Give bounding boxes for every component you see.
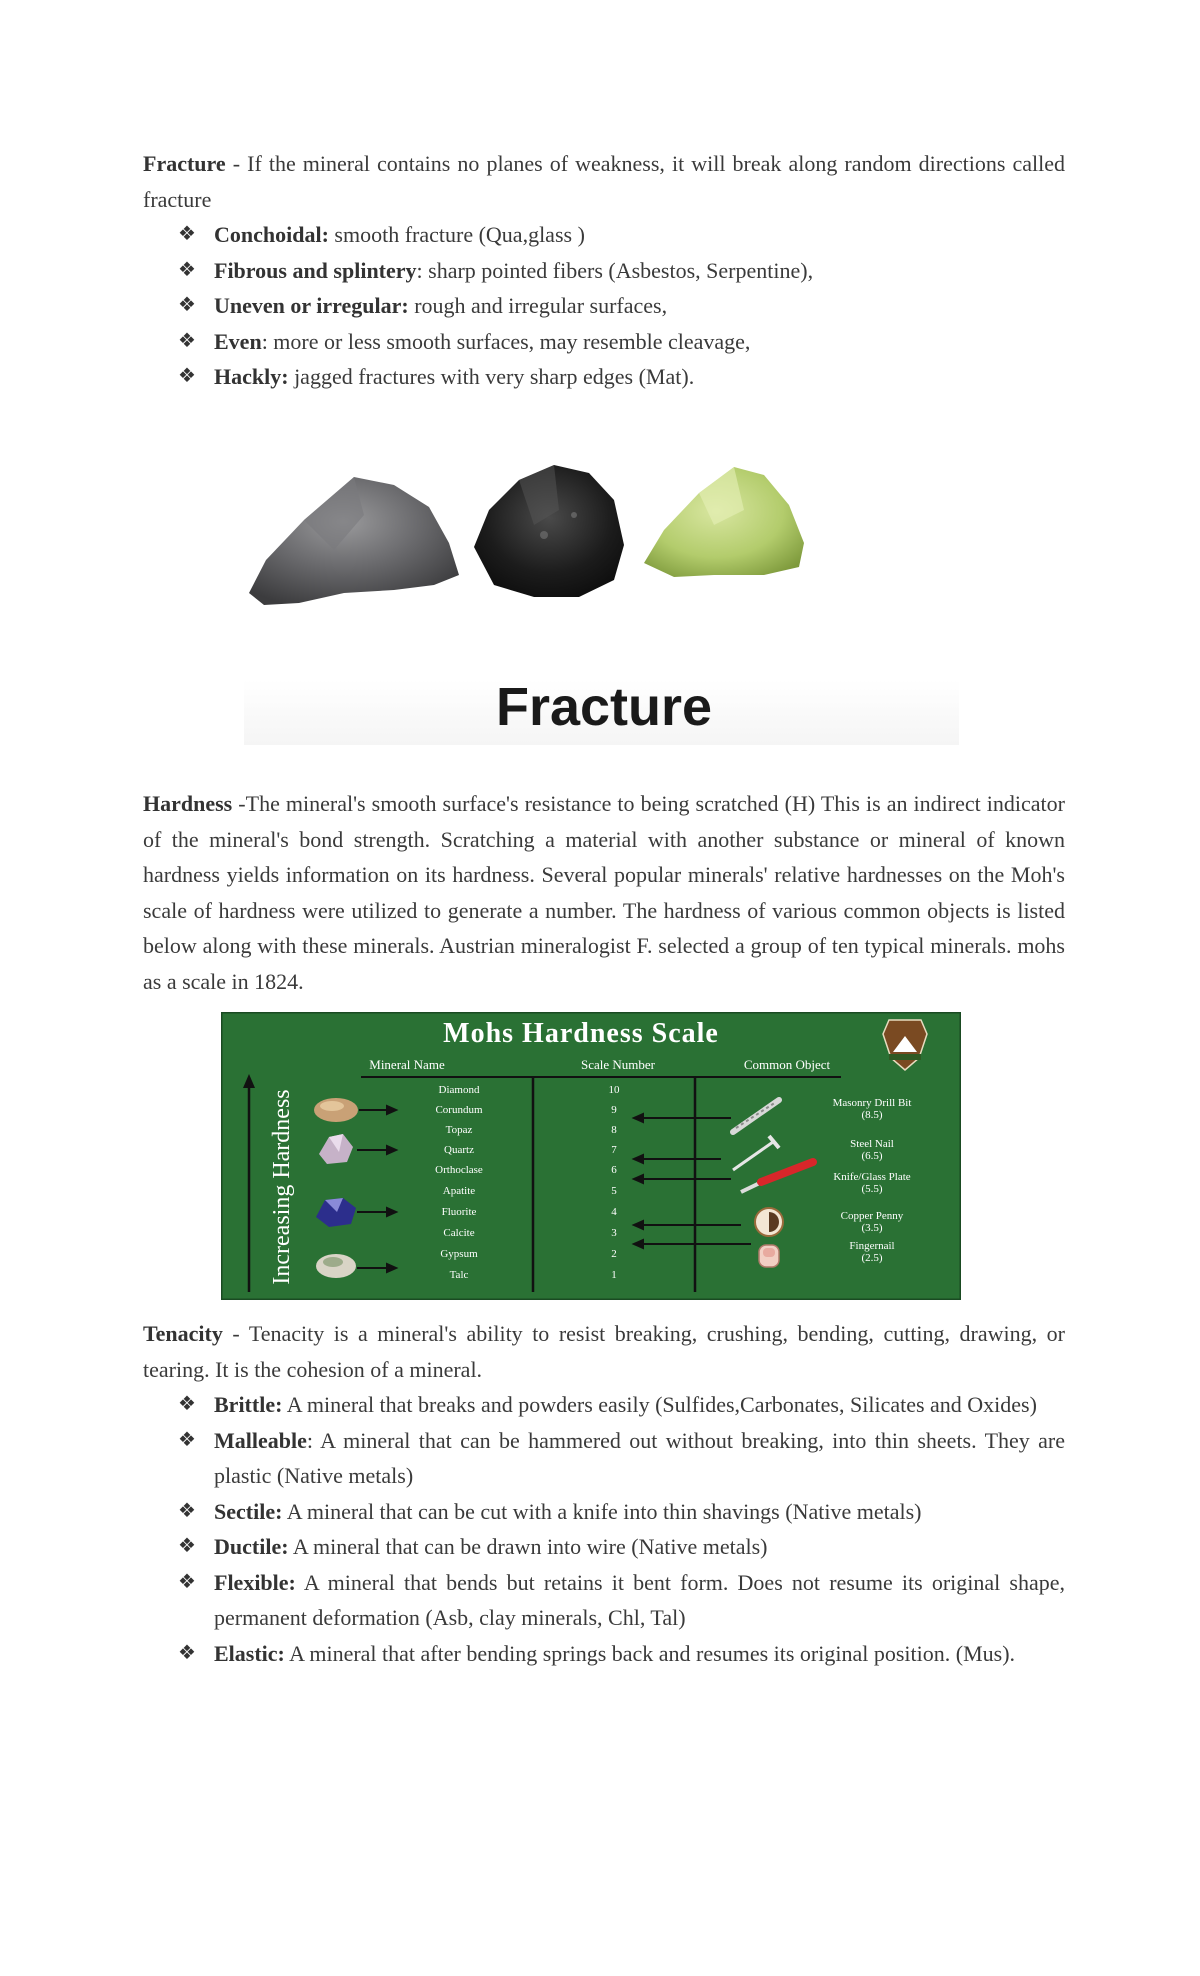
- chart-title: Mohs Hardness Scale: [443, 1018, 719, 1049]
- four-diamond-bullet-icon: ❖: [178, 1393, 196, 1415]
- scale-number: 4: [611, 1206, 617, 1218]
- bullet-term: Sectile:: [214, 1498, 283, 1524]
- black-rock: [474, 465, 624, 597]
- bullet-term: Uneven or irregular:: [214, 293, 409, 318]
- mineral-name: Fluorite: [441, 1206, 477, 1218]
- object-name: Knife/Glass Plate: [833, 1171, 911, 1183]
- penny-icon: [755, 1208, 783, 1236]
- object-value: (3.5): [861, 1222, 883, 1234]
- mineral-name: Talc: [449, 1269, 469, 1281]
- four-diamond-bullet-icon: ❖: [178, 1535, 196, 1557]
- four-diamond-bullet-icon: ❖: [178, 1641, 196, 1664]
- bullet-text: A mineral that breaks and powders easily (Sulfides,Carbonates, Silicates and Oxides): [282, 1392, 1037, 1417]
- tenacity-paragraph: [143, 1316, 1065, 1387]
- fracture-text: - If the mineral contains no planes of weakness, it will break along random directions called fracture: [143, 151, 1065, 212]
- mohs-hardness-chart: [221, 1012, 961, 1300]
- four-diamond-bullet-icon: ❖: [178, 329, 196, 352]
- bullet-text: : A mineral that can be hammered out without breaking, into thin sheets. They are plastic (Native metals): [214, 1427, 1065, 1488]
- bullet-term: Fibrous and splintery: [214, 257, 417, 283]
- bullet-text: smooth fracture (Qua,glass ): [328, 222, 585, 247]
- hardness-paragraph: [143, 786, 1065, 999]
- list-item: [178, 253, 1065, 289]
- object-value: (6.5): [861, 1150, 883, 1162]
- mineral-sample-corundum: [314, 1098, 358, 1122]
- mineral-name: Diamond: [438, 1084, 480, 1096]
- axis-label: Increasing Hardness: [269, 1089, 295, 1285]
- list-item: [178, 1565, 1065, 1636]
- tenacity-text: - Tenacity is a mineral's ability to resist breaking, crushing, bending, cutting, drawing, or tearing. It is the cohesion of a mineral.: [143, 1321, 1065, 1382]
- scale-number: 2: [611, 1248, 617, 1260]
- bullet-term: Brittle:: [214, 1392, 283, 1417]
- mineral-name: Orthoclase: [435, 1164, 483, 1176]
- column-header-mineral: Mineral Name: [369, 1057, 445, 1072]
- bullet-term: Elastic:: [214, 1640, 285, 1666]
- scale-number: 7: [611, 1144, 617, 1156]
- scale-number: 3: [611, 1227, 617, 1239]
- list-item: [178, 1423, 1065, 1494]
- list-item: [178, 1529, 1065, 1565]
- object-value: (2.5): [861, 1252, 883, 1264]
- four-diamond-bullet-icon: ❖: [178, 365, 196, 387]
- four-diamond-bullet-icon: ❖: [178, 223, 196, 245]
- four-diamond-bullet-icon: ❖: [178, 258, 196, 281]
- mineral-name: Calcite: [443, 1227, 475, 1239]
- list-item: [178, 1387, 1065, 1423]
- bullet-text: A mineral that after bending springs back and resumes its original position. (Mus).: [284, 1640, 1016, 1666]
- bullet-text: A mineral that can be drawn into wire (Native metals): [288, 1534, 768, 1559]
- list-item: [178, 359, 1065, 395]
- scale-number: 1: [611, 1269, 617, 1281]
- bullet-term: Even: [214, 328, 262, 354]
- four-diamond-bullet-icon: ❖: [178, 1428, 196, 1451]
- bullet-term: Malleable: [214, 1427, 307, 1453]
- fracture-caption: Fracture: [495, 677, 713, 737]
- four-diamond-bullet-icon: ❖: [178, 294, 196, 316]
- mineral-name: Apatite: [442, 1185, 476, 1197]
- gray-rock: [249, 477, 459, 605]
- bullet-text: A mineral that can be cut with a knife into thin shavings (Native metals): [282, 1498, 922, 1524]
- mineral-name: Gypsum: [440, 1248, 478, 1260]
- scale-number: 6: [611, 1164, 617, 1176]
- bullet-term: Conchoidal:: [214, 222, 329, 247]
- fracture-term: Fracture: [143, 151, 226, 176]
- object-value: (8.5): [861, 1109, 883, 1121]
- object-name: Steel Nail: [850, 1138, 894, 1150]
- bullet-term: Flexible:: [214, 1569, 296, 1595]
- mineral-name: Quartz: [444, 1144, 474, 1156]
- bullet-text: : sharp pointed fibers (Asbestos, Serpentine),: [416, 257, 814, 283]
- mineral-name: Topaz: [445, 1124, 473, 1136]
- list-item: [178, 1636, 1065, 1672]
- tenacity-term: Tenacity: [143, 1321, 223, 1346]
- bullet-text: jagged fractures with very sharp edges (Mat).: [288, 364, 695, 389]
- list-item: [178, 324, 1065, 360]
- scale-number: 5: [611, 1185, 617, 1197]
- bullet-text: rough and irregular surfaces,: [408, 293, 668, 318]
- object-value: (5.5): [861, 1183, 883, 1195]
- mineral-name: Corundum: [435, 1104, 483, 1116]
- column-header-object: Common Object: [743, 1057, 831, 1072]
- list-item: [178, 217, 1065, 253]
- object-name: Copper Penny: [840, 1210, 904, 1222]
- list-item: [178, 1494, 1065, 1530]
- mineral-sample-talc: [316, 1254, 356, 1278]
- bullet-text: A mineral that bends but retains it bent form. Does not resume its original shape, permanent deformation (Asb, clay minerals, Chl, Tal): [214, 1569, 1065, 1630]
- fingernail-icon: [759, 1245, 779, 1267]
- column-header-scale: Scale Number: [580, 1057, 656, 1072]
- object-name: Fingernail: [849, 1240, 895, 1252]
- scale-number: 9: [611, 1104, 617, 1116]
- fracture-paragraph: [143, 146, 1065, 217]
- four-diamond-bullet-icon: ❖: [178, 1570, 196, 1593]
- scale-number: 10: [608, 1084, 620, 1096]
- four-diamond-bullet-icon: ❖: [178, 1499, 196, 1522]
- tenacity-bullet-list: [178, 1387, 1065, 1671]
- hardness-text: -The mineral's smooth surface's resistance to being scratched (H) This is an indirect indicator of the mineral's bond strength. Scratching a material with another substance or mineral of known hardness yields information on its hardness. Several popular minerals' relative hardnesses on the Moh's scale of hardness were utilized to generate a number. The hardness of various common objects is listed below along with these minerals. Austrian mineralogist F. selected a group of ten typical minerals. mohs as a scale in 1824.: [143, 791, 1065, 994]
- green-rock: [644, 467, 804, 577]
- hardness-term: Hardness: [143, 791, 233, 816]
- scale-number: 8: [611, 1124, 617, 1136]
- fracture-rocks-image: [244, 455, 959, 745]
- object-name: Masonry Drill Bit: [832, 1097, 912, 1109]
- bullet-text: : more or less smooth surfaces, may resemble cleavage,: [261, 328, 751, 354]
- fracture-bullet-list: [178, 217, 1065, 395]
- bullet-term: Ductile:: [214, 1534, 289, 1559]
- list-item: [178, 288, 1065, 324]
- bullet-term: Hackly:: [214, 364, 289, 389]
